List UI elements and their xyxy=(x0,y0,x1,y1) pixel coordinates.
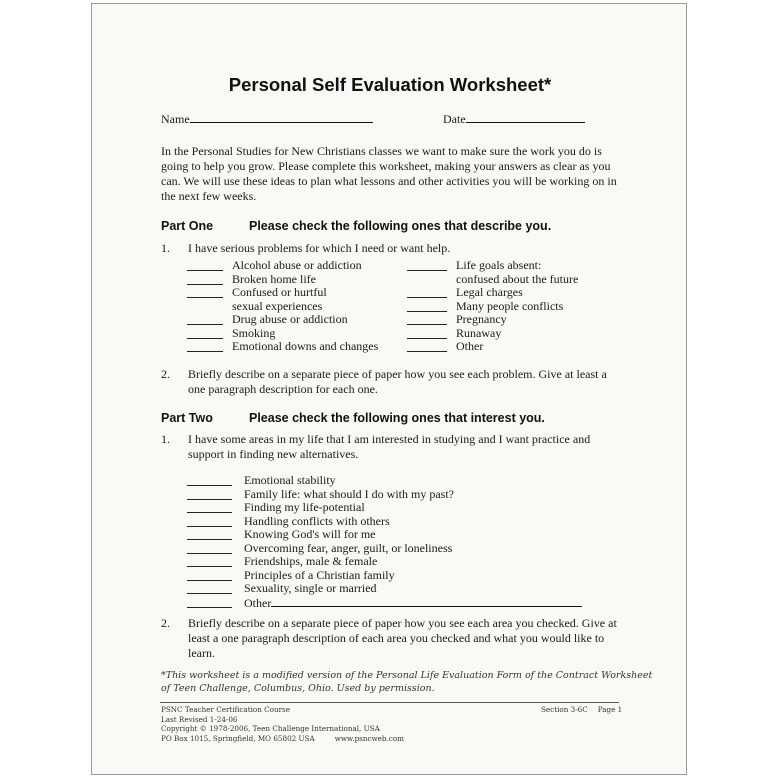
intro-line: the next few weeks. xyxy=(161,189,257,203)
part-two-heading: Please check the following ones that interest you. xyxy=(249,411,545,425)
q1-line: support in finding new alternatives. xyxy=(188,447,359,461)
part-one-q2-number: 2. xyxy=(161,367,170,381)
page-title: Personal Self Evaluation Worksheet* xyxy=(228,74,552,95)
part-two-q2-number: 2. xyxy=(161,616,170,630)
intro-paragraph xyxy=(161,144,617,204)
checkbox-line-alcohol[interactable] xyxy=(187,270,223,271)
footer-website[interactable]: www.psncweb.com xyxy=(334,733,404,743)
part-one-q1-number: 1. xyxy=(161,241,170,255)
checkbox-line-emotional-downs[interactable] xyxy=(187,351,223,352)
checkbox-line-runaway[interactable] xyxy=(407,338,447,339)
interest-handling-conflicts: Handling conflicts with others xyxy=(244,514,390,528)
interest-friendships: Friendships, male & female xyxy=(244,554,378,568)
interest-christian-family: Principles of a Christian family xyxy=(244,568,395,582)
checkbox-line-overcoming-fear[interactable] xyxy=(187,553,232,554)
footnote-line: of Teen Challenge, Columbus, Ohio. Used by permission. xyxy=(161,683,435,694)
part-one-label: Part One xyxy=(161,219,214,233)
interest-sexuality: Sexuality, single or married xyxy=(244,581,377,595)
part-two-q2-text xyxy=(188,616,617,661)
item-alcohol: Alcohol abuse or addiction xyxy=(232,258,362,272)
checkbox-line-sexuality[interactable] xyxy=(187,593,232,594)
q2-line: one paragraph description for each one. xyxy=(188,382,378,396)
checkbox-line-broken-home[interactable] xyxy=(187,284,223,285)
q2-line: least a one paragraph description of each area you checked and what you would like to xyxy=(188,631,605,645)
checkbox-line-friendships[interactable] xyxy=(187,566,232,567)
footer-address: PO Box 1015, Springfield, MO 65802 USA xyxy=(161,733,315,743)
footer-address-row xyxy=(161,734,404,744)
item-people-conflicts: Many people conflicts xyxy=(456,299,564,313)
item-broken-home: Broken home life xyxy=(232,272,316,286)
footer-page-number: Page 1 xyxy=(597,705,623,714)
checkbox-line-christian-family[interactable] xyxy=(187,580,232,581)
item-drug-abuse: Drug abuse or addiction xyxy=(232,312,348,326)
intro-line: going to help you grow. Please complete this worksheet, making your answers as clear as you xyxy=(161,159,611,173)
checkbox-line-people-conflicts[interactable] xyxy=(407,311,447,312)
item-life-goals-cont: confused about the future xyxy=(456,272,579,286)
item-pregnancy: Pregnancy xyxy=(456,312,507,326)
date-label: Date xyxy=(443,112,466,126)
q2-line: learn. xyxy=(188,646,215,660)
name-label: Name xyxy=(161,112,190,126)
interest-family-life: Family life: what should I do with my past? xyxy=(244,487,454,501)
checkbox-line-life-goals[interactable] xyxy=(407,270,447,271)
footer-divider xyxy=(160,702,619,703)
interest-gods-will: Knowing God's will for me xyxy=(244,527,376,541)
checkbox-line-life-potential[interactable] xyxy=(187,512,232,513)
item-life-goals: Life goals absent: xyxy=(456,258,542,272)
q1-line: I have some areas in my life that I am interested in studying and I want practice and xyxy=(188,432,591,446)
checkbox-line-gods-will[interactable] xyxy=(187,539,232,540)
checkbox-line-other-two[interactable] xyxy=(187,607,232,608)
footnote-line: *This worksheet is a modified version of the Personal Life Evaluation Form of the Contract Worksheet xyxy=(161,670,653,681)
footer-section: Section 3-6C xyxy=(541,705,588,714)
interest-emotional-stability: Emotional stability xyxy=(244,473,336,487)
item-other-one: Other xyxy=(456,339,484,353)
item-smoking: Smoking xyxy=(232,326,276,340)
checkbox-line-family-life[interactable] xyxy=(187,499,232,500)
interest-life-potential: Finding my life-potential xyxy=(244,500,365,514)
part-two-q1-number: 1. xyxy=(161,432,170,446)
checkbox-line-emotional-stability[interactable] xyxy=(187,485,232,486)
name-input-line[interactable] xyxy=(190,111,373,123)
part-two-label: Part Two xyxy=(161,411,213,425)
footer-course: PSNC Teacher Certification Course xyxy=(161,705,290,714)
item-runaway: Runaway xyxy=(456,326,502,340)
footer-left xyxy=(161,705,404,743)
footer-right xyxy=(541,705,622,715)
part-two-q1-text xyxy=(188,432,590,462)
part-one-q2-text xyxy=(188,367,607,397)
checkbox-line-legal[interactable] xyxy=(407,297,447,298)
item-legal: Legal charges xyxy=(456,285,523,299)
name-field[interactable] xyxy=(161,111,373,127)
item-confused-hurtful: Confused or hurtful xyxy=(232,285,327,299)
checkbox-line-other-one[interactable] xyxy=(407,351,447,352)
intro-line: In the Personal Studies for New Christians classes we want to make sure the work you do is xyxy=(161,144,602,158)
other-label: Other xyxy=(244,596,272,610)
other-input-line[interactable] xyxy=(271,595,582,607)
item-emotional-downs: Emotional downs and changes xyxy=(232,339,379,353)
q2-line: Briefly describe on a separate piece of paper how you see each problem. Give at least a xyxy=(188,367,607,381)
footnote xyxy=(161,669,652,695)
checkbox-line-smoking[interactable] xyxy=(187,338,223,339)
part-one-heading: Please check the following ones that describe you. xyxy=(249,219,552,233)
interest-other-two xyxy=(244,595,582,611)
interest-overcoming-fear: Overcoming fear, anger, guilt, or loneliness xyxy=(244,541,453,555)
checkbox-line-handling-conflicts[interactable] xyxy=(187,526,232,527)
intro-line: can. We will use these ideas to plan what lessons and other activities you will be working on in xyxy=(161,174,617,188)
part-one-q1-text: I have serious problems for which I need or want help. xyxy=(188,241,451,255)
item-confused-hurtful-cont: sexual experiences xyxy=(232,299,323,313)
footer-revised: Last Revised 1-24-06 xyxy=(161,714,238,724)
footer-copyright: Copyright © 1978-2006, Teen Challenge International, USA xyxy=(161,724,380,733)
date-field[interactable] xyxy=(443,111,585,127)
checkbox-line-pregnancy[interactable] xyxy=(407,324,447,325)
date-input-line[interactable] xyxy=(466,111,585,123)
q2-line: Briefly describe on a separate piece of paper how you see each area you checked. Give at xyxy=(188,616,617,630)
checkbox-line-drug-abuse[interactable] xyxy=(187,324,223,325)
checkbox-line-confused-hurtful[interactable] xyxy=(187,297,223,298)
